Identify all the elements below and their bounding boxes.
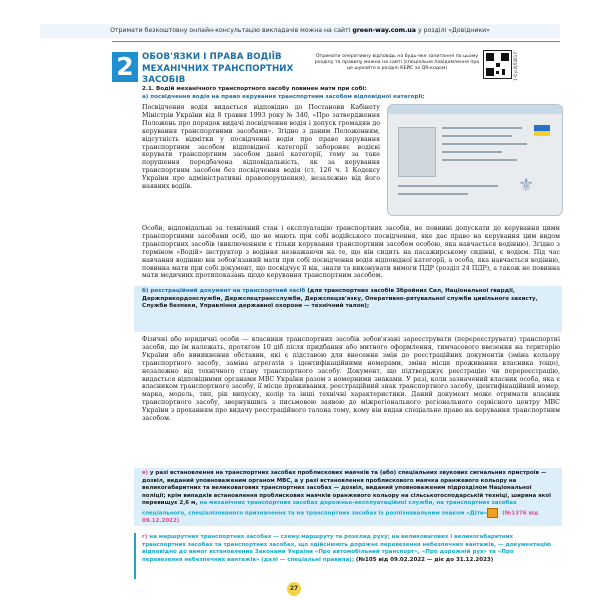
photo-placeholder [398, 127, 436, 177]
topbar-text: Отримати безкоштовну онлайн-консультацію викладачів можна на сайті [110, 27, 353, 34]
item-g: г) на маршрутних транспортних засобах — схему маршруту та розклад руху; на великовагових і великогабаритних транспортних засобах та транспортних засобах, що здійснюють дорожнє перевезення небезпечних вантажів, — документацію відповідно до вимог встановлених Законами України «Про автомобільний транспорт», «Про дорожній рух» та «Про перевезення небезпечних вантажів» (далі — спеціальні правила); (№105 від 09.02.2022 — діє до 31.12.2023) [142, 534, 552, 563]
amendment-icon [487, 508, 498, 518]
item-b: б) реєстраційний документ на транспортний засіб (для транспортних засобів Збройних Сил, Національної гвардії, Держприкордонслужби, Держспецтрансслужби, Держспецзв'язку, Оперативно-рятувальної служби цивільного захисту, Служби безпеки, Управління державної охорони — технічний талон); [142, 288, 538, 310]
qr-code-label: 1-0 р.КЛ4017 [513, 52, 518, 81]
driver-license-image [387, 104, 563, 216]
paragraph-responsibility: Особи, відповідальні за технічний стан і експлуатацію транспортних засобів, не повинні допускати до керування цими транспортними засобами осіб, що не мають при собі водійського посвідчення, яке дає право на керування цим видом транспортних засобів (виключенням є тільки керування транспортним засобом особою, яка навчається водінню). Згідно з терміном «Водій» інструктор з водіння незважаючи на те, що він сидить на пасажирському сидінні, є водієм. Під час навчання водінню він зобов'язаний мати при собі посвідчення водія відповідної категорії, а особа, яка навчається водінню, повинна мати при собі документ, що посвідчує її вік, знати та виконувати вимоги ПДР (розділ 24 ПДР), а також не повинна мати медичних протипоказань щодо керування транспортним засобом. [142, 225, 560, 280]
box-g-marker [134, 533, 136, 579]
qr-code-icon[interactable] [483, 50, 512, 79]
topbar-text-end: у розділі «Довідники» [416, 27, 490, 34]
amendment-ref-v[interactable]: (№1376 від 09.12.2022) [142, 510, 539, 525]
top-info-bar [40, 24, 560, 38]
site-link[interactable]: green-way.com.ua [352, 27, 416, 34]
page-number: 27 [287, 582, 301, 596]
paragraph-license: Посвідчення водія видається відповідно до Постанови Кабінету Міністрів України від 8 травня 1993 року № 340, «Про затвердження Положень про порядок видачі посвідчення водія і допуск громадян до керування транспортними засобами». Згідно з даним Положенням, відсутність відмітки у посвідченні водія про право керування транспортним засобом відповідної категорії забороняє водієві керувати транспортним засобом даної категорії, тому за таке порушення передбачена відповідальність, як за керування транспортним засобом без посвідчення водія (ст. 126 ч. 1 Кодексу України про адміністративні правопорушення), незалежно від його наявних водіїв. [142, 104, 380, 191]
amendment-ref-g[interactable]: (№105 від 09.02.2022 — діє до 31.12.2023) [354, 556, 494, 563]
paragraph-registration: Фізичні або юридичні особи — власники транспортних засобів зобов'язані зареєструвати (перереєструвати) транспортні засоби, що їм належать, протягом 10 діб після придбання або митного оформлення, тимчасового ввезення на територію України або виникнення обставин, які є підставою для внесення змін до реєстраційних документів (зміна кольору транспортного засобу, заміна агрегатів з ідентифікаційними номерами, зміна місця проживання власника тощо), незалежно від технічного стану транспортного засобу. Документ, що підтверджує реєстрацію чи перереєстрацію, видається відповідними органами МВС України разом з номерними знаками. У разі, коли зазначений власник особа, яка є власником транспортного засобу, її місце проживання, реєстраційний знак транспортного засобу, ідентифікаційний номер, марка, модель, тип, рік випуску, колір та інші технічні характеристики. Даний документ може отримати власник транспортного засобу, звернувшись з письмовою заявою до міжрегіонального регіонального сервісного центру МВС України з проханням про видачу реєстраційного талона тому, кому він видав спеціальне право на керування транспортним засобом. [142, 336, 560, 423]
qr-note: Отримати оперативну відповідь на будь-яке запитання по цьому розділу та правилу можна на сайті (спеціальне повідомлення про це шукайте в розділі КЕЙС за QR-кодом) [314, 54, 480, 72]
trident-icon: ⚜ [518, 175, 535, 196]
item-v: в) у разі встановлення на транспортних засобах проблискових маячків та (або) спеціальних звукових сигнальних пристроїв — дозвіл, виданий уповноваженим органом МВС, а у разі встановлення проблискового маячка оранжевого кольору на великогабаритних та великовагових транспортних засобах — дозвіл, виданий уповноваженим підрозділом Національної поліції; крім випадків встановлення проблискових маячків оранжевого кольору на сільськогосподарській техніці, ширина якої перевищує 2,6 м, на механічних транспортних засобах дорожньо-експлуатаційної служби, на транспортних засобах спеціального, спеціалізованого призначення та на транспортних засобах із розпізнавальним знаком «Діти» (№1376 від 09.12.2022) [142, 470, 552, 525]
header-divider [112, 41, 560, 42]
section-number: 2 [112, 52, 138, 82]
section-title: ОБОВ'ЯЗКИ І ПРАВА ВОДІЇВ МЕХАНІЧНИХ ТРАНСПОРТНИХ ЗАСОБІВ [142, 52, 294, 85]
flag-icon [534, 125, 550, 136]
subsection-heading: 2.1. Водій механічного транспортного засобу повинен мати при собі: а) посвідчення водія на право керування транспортним засобом відповідної категорії; [142, 86, 425, 100]
